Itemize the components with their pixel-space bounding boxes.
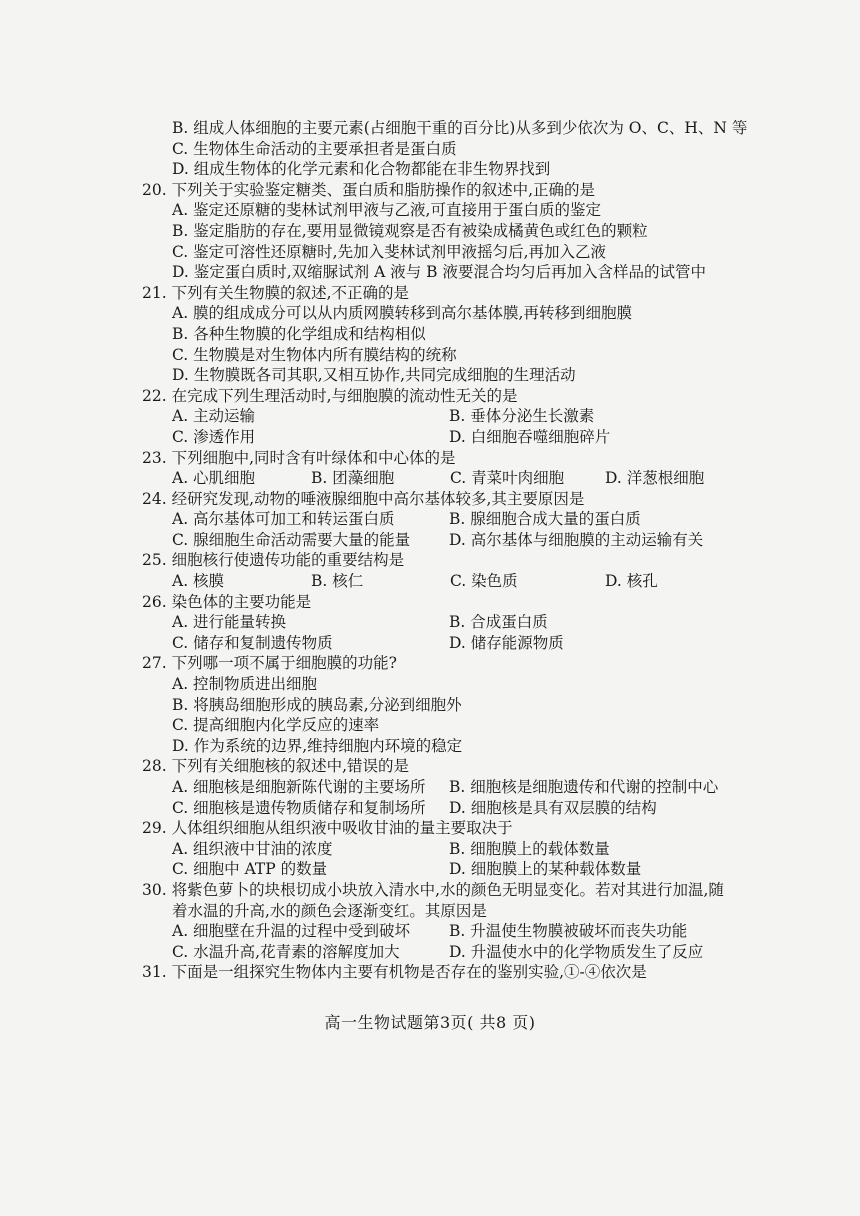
option-text: B. 核仁 [311, 572, 364, 591]
option-text: D. 白细胞吞噬细胞碎片 [449, 427, 611, 446]
option-text: B. 升温使生物膜被破坏而丧失功能 [449, 922, 688, 941]
option-text: D. 洋葱根细胞 [605, 469, 705, 488]
option-text: A. 膜的组成成分可以从内质网膜转移到高尔基体膜,再转移到细胞膜 [172, 304, 632, 323]
question-stem: 26. 染色体的主要功能是 [142, 592, 312, 611]
option-text: C. 细胞核是遗传物质储存和复制场所 [172, 798, 426, 817]
option-row [142, 509, 842, 530]
option-text: C. 提高细胞内化学反应的速率 [172, 716, 380, 735]
option-text: C. 生物体生命活动的主要承担者是蛋白质 [172, 139, 457, 158]
option-text: A. 控制物质进出细胞 [172, 675, 318, 694]
option-text: C. 渗透作用 [172, 427, 256, 446]
question-stem: 22. 在完成下列生理活动时,与细胞膜的流动性无关的是 [142, 386, 518, 405]
question-stem: 25. 细胞核行使遗传功能的重要结构是 [142, 551, 405, 570]
option-text: B. 鉴定脂肪的存在,要用显微镜观察是否有被染成橘黄色或红色的颗粒 [172, 221, 648, 240]
option-row [142, 612, 842, 633]
option-row [142, 942, 842, 963]
option-text: B. 细胞核是细胞遗传和代谢的控制中心 [449, 778, 719, 796]
option-text: B. 将胰岛细胞形成的胰岛素,分泌到细胞外 [172, 695, 462, 714]
option-text: C. 细胞中 ATP 的数量 [172, 860, 328, 879]
option-text: A. 主动运输 [172, 407, 256, 426]
option-text: D. 细胞膜上的某种载体数量 [449, 860, 642, 879]
option-row [142, 859, 842, 880]
option-text: B. 细胞膜上的载体数量 [449, 839, 610, 858]
option-text: D. 鉴定蛋白质时,双缩脲试剂 A 液与 B 液要混合均匀后再加入含样品的试管中 [172, 263, 706, 282]
question-stem: 29. 人体组织细胞从组织液中吸收甘油的量主要取决于 [142, 819, 513, 838]
option-row [142, 798, 842, 819]
option-text: B. 各种生物膜的化学组成和结构相似 [172, 324, 426, 343]
option-text: A. 高尔基体可加工和转运蛋白质 [172, 510, 395, 529]
option-text: C. 水温升高,花青素的溶解度加大 [172, 942, 400, 961]
option-text: C. 腺细胞生命活动需要大量的能量 [172, 530, 411, 549]
option-text: D. 组成生物体的化学元素和化合物都能在非生物界找到 [172, 160, 551, 179]
option-text: C. 染色质 [450, 572, 518, 591]
option-text: A. 进行能量转换 [172, 613, 287, 632]
option-text: C. 生物膜是对生物体内所有膜结构的统称 [172, 345, 457, 364]
option-text: B. 组成人体细胞的主要元素(占细胞干重的百分比)从多到少依次为 O、C、H、N 等 [172, 119, 748, 137]
option-row [142, 777, 842, 798]
option-text: C. 储存和复制遗传物质 [172, 633, 333, 652]
option-row [142, 406, 842, 427]
option-text: D. 核孔 [605, 572, 658, 591]
question-stem: 28. 下列有关细胞核的叙述中,错误的是 [142, 757, 410, 776]
option-row [142, 468, 842, 489]
question-stem: 24. 经研究发现,动物的唾液腺细胞中高尔基体较多,其主要原因是 [142, 489, 585, 508]
option-text: D. 高尔基体与细胞膜的主动运输有关 [449, 530, 704, 549]
question-stem: 21. 下列有关生物膜的叙述,不正确的是 [142, 283, 410, 302]
option-text: D. 升温使水中的化学物质发生了反应 [449, 942, 704, 961]
question-stem: 23. 下列细胞中,同时含有叶绿体和中心体的是 [142, 448, 456, 467]
option-text: D. 生物膜既各司其职,又相互协作,共同完成细胞的生理活动 [172, 366, 576, 385]
option-row [142, 921, 842, 942]
option-text: B. 合成蛋白质 [449, 613, 548, 632]
option-text: C. 青菜叶肉细胞 [450, 469, 565, 488]
page-footer: 高一生物试题第3页( 共8 页) [324, 1013, 536, 1032]
option-text: A. 心肌细胞 [172, 469, 256, 488]
option-row [142, 530, 842, 551]
option-row [142, 633, 842, 654]
option-row [142, 427, 842, 448]
option-text: B. 团藻细胞 [311, 469, 395, 488]
option-text: C. 鉴定可溶性还原糖时,先加入斐林试剂甲液摇匀后,再加入乙液 [172, 242, 607, 261]
option-text: A. 细胞核是细胞新陈代谢的主要场所 [172, 778, 426, 796]
option-text: A. 细胞壁在升温的过程中受到破坏 [172, 922, 411, 941]
option-text: A. 核膜 [172, 572, 225, 591]
option-text: B. 垂体分泌生长激素 [449, 407, 595, 426]
option-text: D. 细胞核是具有双层膜的结构 [449, 798, 657, 817]
question-stem: 31. 下面是一组探究生物体内主要有机物是否存在的鉴别实验,①-④依次是 [142, 963, 647, 982]
option-row [142, 571, 842, 592]
option-text: D. 作为系统的边界,维持细胞内环境的稳定 [172, 736, 463, 755]
option-text: A. 组织液中甘油的浓度 [172, 839, 333, 858]
option-row [142, 839, 842, 860]
option-text: A. 鉴定还原糖的斐林试剂甲液与乙液,可直接用于蛋白质的鉴定 [172, 201, 601, 220]
question-stem: 27. 下列哪一项不属于细胞膜的功能? [142, 654, 397, 673]
question-list [142, 118, 842, 983]
option-text: B. 腺细胞合成大量的蛋白质 [449, 510, 641, 529]
question-stem: 20. 下列关于实验鉴定糖类、蛋白质和脂肪操作的叙述中,正确的是 [142, 180, 596, 199]
question-stem: 30. 将紫色萝卜的块根切成小块放入清水中,水的颜色无明显变化。若对其进行加温,随 [142, 880, 724, 899]
question-stem-continued: 着水温的升高,水的颜色会逐渐变红。其原因是 [172, 901, 487, 920]
option-text: D. 储存能源物质 [449, 633, 564, 652]
